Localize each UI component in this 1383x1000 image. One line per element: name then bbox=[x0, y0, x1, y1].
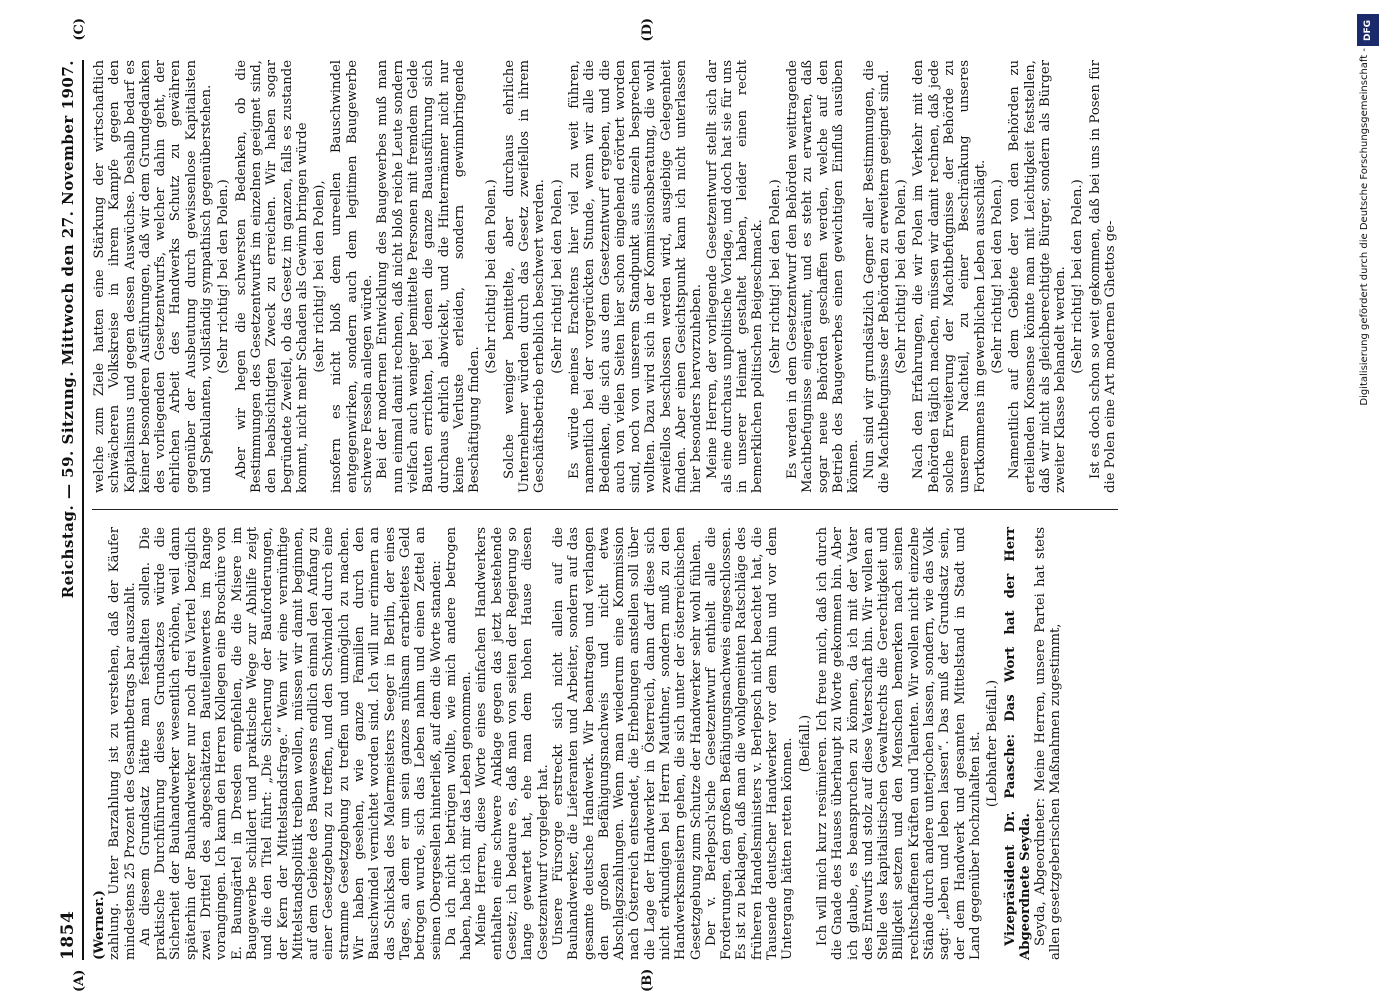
paragraph: Nach den Erfahrungen, die wir Polen im Verkehr mit den Behörden täglich machen, müssen wir damit rechnen, daß jede solche Erweiterung der Machtbefugnisse der Behörde zu unserem Nachteil, zu einer Beschränkung unseres Fortkommens im gewerblichen Leben ausschlägt. bbox=[911, 60, 988, 493]
paragraph: Ich will mich kurz resümieren. Ich freue mich, daß ich durch die Gnade des Hauses überhaupt zu Worte gekommen bin. Aber ich glaube, es beanspruchen zu können, da ich mit der Vater des Entwurfs und stolz auf diese Vaterschaft bin. Wir wollen an Stelle des kapitalistischen Gewaltrechts die Gerechtigkeit und Billigkeit setzen und den Menschen bemerken nach seinen rechtschaffenen Kräften und Talenten. Wir wollen nicht einzelne Stände durch andere unterjochen lassen, sondern, wie das Volk sagt: „leben und leben lassen“. Das muß der Grundsatz sein, der dem Handwerk und gesamten Mittelstand in Stadt und Land gegenüber hochzuhalten ist. bbox=[814, 527, 983, 960]
page-header bbox=[58, 60, 84, 960]
text-columns bbox=[92, 60, 1118, 960]
margin-mark-a: (A) bbox=[72, 969, 87, 992]
paragraph: Meine Herren, der vorliegende Gesetzentwurf stellt sich dar als eine durchaus unpolitische Vorlage, und doch hat sie für uns in unserer Heimat gestaltet haben, leider einen recht bemerklichen politischen Beigeschmack. bbox=[704, 60, 766, 493]
column-divider bbox=[92, 509, 1118, 510]
interjection: (Sehr richtig! bei den Polen.) bbox=[1070, 179, 1086, 374]
left-column bbox=[92, 527, 1118, 960]
paragraph: Es werden in dem Gesetzentwurf den Behörden weittragende Machtbefugnisse eingeräumt, und es steht zu erwarten, daß sogar neue Behörden geschaffen werden, welche auf den Betrieb des Baugewerbes einen gewichtigen Einfluß ausüben können. bbox=[785, 60, 862, 493]
paragraph: Ist es doch schon so weit gekommen, daß bei uns in Posen für die Polen eine Art modernen Ghettos ge- bbox=[1087, 60, 1118, 493]
paragraph: Meine Herren, diese Worte eines einfachen Handwerkers enthalten eine schwere Anklage gegen das jetzt bestehende Gesetz; ich bedaure es, daß man von seiten der Regierung so lange gewartet hat, ehe man dem hohen Hause diesen Gesetzentwurf vorgelegt hat. bbox=[474, 527, 551, 960]
interjection: (Sehr richtig! bei den Polen.) bbox=[216, 179, 232, 374]
dfg-logo: DFG bbox=[1357, 14, 1379, 46]
interjection: (Sehr richtig! bei den Polen.) bbox=[989, 179, 1005, 374]
interjection: (Sehr richtig! bei den Polen.) bbox=[484, 179, 500, 374]
speaker-paragraph: Seyda, Abgeordneter: Meine Herren, unsere Partei hat stets allen gesetzgeberischen Maßnahmen zugestimmt, bbox=[1033, 527, 1064, 960]
quotation: Da ich nicht betrügen wollte, wie mich andere betrogen haben, habe ich mir das Leben genommen. bbox=[443, 527, 475, 960]
paragraph: Nun sind wir grundsätzlich Gegner aller Bestimmungen, die die Machtbefugnisse der Behörden zu erweitern geeignet sind. bbox=[861, 60, 892, 493]
paragraph: Bei der modernen Entwicklung des Baugewerbes muß man nun einmal damit rechnen, daß nicht bloß reiche Leute sondern vielfach auch weniger bemittelte Personen mit fremdem Gelde Bauten errichten, bei denen die ganze Bauausführung sich durchaus ehrlich abwickelt, und die Hintermänner nicht nur keine Verluste erleiden, sondern gewinnbringende Beschäftigung finden. bbox=[375, 60, 483, 493]
paragraph: Aber wir hegen die schwersten Bedenken, ob die Bestimmungen des Gesetzentwurfs im einzelnen geeignet sind, den beabsichtigten Zweck zu erreichen. Wir haben sogar begründete Zweifel, ob das Gesetz im ganzen, falls es zustande kommt, nicht mehr Schaden als Gewinn bringen würde bbox=[233, 60, 310, 493]
running-title: Reichstag. — 59. Sitzung. Mittwoch den 27. November 1907. bbox=[59, 60, 77, 599]
paragraph: An diesem Grundsatz hätte man festhalten sollen. Die praktische Durchführung dieses Grundsatzes würde die Sicherheit der Bauhandwerker wesentlich erhöhen, weil dann späterhin der Bauhandwerker nur noch drei Viertel bezüglich zwei Drittel des abgeschätzten Bauteilenwertes im Range vorangingen. Ich kann den Herren Kollegen eine Broschüre von E. Baumgärtel in Dresden empfehlen, die die Misere im Baugewerbe schildert und praktische Wege zur Abhilfe zeigt und die den Titel führt: „Die Sicherung der Bauforderungen, der Kern der Mittelstandsfrage.“ Wenn wir eine vernünftige Mittelstandspolitik treiben wollen, müssen wir damit beginnen, auf dem Gebiete des Bauwesens endlich einmal den Anfang zu einer Gesetzgebung zu treffen, und den Schwindel durch eine stramme Gesetzgebung zu treffen und unmöglich zu machen. Wir haben gesehen, wie ganze Familien durch den Bauschwindel vernichtet worden sind. Ich will nur erinnern an das Schicksal des Malermeisters Seeger in Berlin, der eines Tages, an dem er um sein ganzes mühsam erarbeitetes Geld betrogen wurde, sich das Leben nahm und einen Zettel an seinen Obergesellen hinterließ, auf dem die Worte standen: bbox=[137, 527, 444, 960]
page-number: 1854 bbox=[58, 910, 78, 960]
credit-text: Digitalisierung gefördert durch die Deutsche Forschungsgemeinschaft - bbox=[1359, 48, 1370, 406]
paragraph: Der v. Berlepsch'sche Gesetzentwurf enthielt alle die Forderungen, den großen Befähigungsnachweis eingeschlossen. Es ist zu beklagen, daß man die wohlgemeinten Ratschläge des früheren Handelsministers v. Berlepsch nicht beachtet hat, die Tausende deutscher Handwerker vor dem Ruin und vor dem Untergang hätten retten können. bbox=[703, 527, 796, 960]
right-column bbox=[92, 60, 1118, 493]
chair-announcement: Vizepräsident Dr. Paasche: Das Wort hat der Herr Abgeordnete Seyda. bbox=[1002, 527, 1033, 960]
paragraph: zahlung. Unter Barzahlung ist zu verstehen, daß der Käufer mindestens 25 Prozent des Gesamtbetrags bar auszahlt. bbox=[107, 527, 138, 960]
interjection: (Sehr richtig! bei den Polen.) bbox=[894, 179, 910, 374]
interjection: (Lebhafter Beifall.) bbox=[985, 679, 1001, 808]
digitization-credit bbox=[1355, 8, 1381, 628]
paragraph: welche zum Ziele hatten eine Stärkung der wirtschaftlich schwächeren Volkskreise in ihrem Kampfe gegen den Kapitalismus und gegen dessen Auswüchse. Deshalb bedarf es keiner besonderen Ausführungen, daß wir dem Grundgedanken des vorliegenden Gesetzentwurfs, welcher dahin geht, der ehrlichen Arbeit des Handwerks Schutz zu gewähren gegenüber der Ausbeutung durch gewissenlose Kapitalisten und Spekulanten, vollständig sympathisch gegenüberstehen. bbox=[92, 60, 215, 493]
interjection: (sehr richtig! bei den Polen), bbox=[312, 180, 328, 373]
interjection: (Sehr richtig! bei den Polen.) bbox=[767, 179, 783, 374]
margin-mark-b: (B) bbox=[640, 968, 655, 992]
paragraph: Namentlich auf dem Gebiete der von den Behörden zu erteilenden Konsense könnte man mit Leichtigkeit feststellen, daß wir nicht als gleichberechtigte Bürger, sondern als Bürger zweiter Klasse behandelt werden. bbox=[1007, 60, 1069, 493]
interjection: (Beifall.) bbox=[797, 714, 813, 773]
paragraph: insofern es nicht bloß dem unreellen Bauschwindel entgegenwirken, sondern auch dem legitimen Baugewerbe schwere Fesseln anlegen würde. bbox=[329, 60, 376, 493]
margin-mark-d: (D) bbox=[640, 18, 655, 42]
interjection: (Sehr richtig! bei den Polen.) bbox=[549, 179, 565, 374]
speaker-continuation: (Werner.) bbox=[92, 890, 107, 960]
paragraph: Es würde meines Erachtens hier viel zu weit führen, namentlich bei der vorgerückten Stunde, wenn wir alle die Bedenken, die sich aus dem Gesetzentwurf ergeben, und die auch von vielen Seiten hier schon eingehend erörtert worden sind, noch von unserem Standpunkt aus einzeln besprechen wollten. Dazu wird sich in der Kommissionsberatung, die wohl zweifellos beschlossen werden wird, ausgiebige Gelegenheit finden. Aber einen Gesichtspunkt kann ich nicht unterlassen hier besonders hervorzuheben. bbox=[566, 60, 705, 493]
paragraph: Unsere Fürsorge erstreckt sich nicht allein auf die Bauhandwerker, die Lieferanten und Arbeiter, sondern auf das gesamte deutsche Handwerk. Wir beantragen und verlangen den großen Befähigungsnachweis und nicht etwa Abschlagszahlungen. Wenn man wiederum eine Kommission nach Österreich entsendet, die Erhebungen anstellen soll über die Lage der Handwerker in Österreich, dann darf diese sich nicht erkundigen bei Herrn Mauthner, sondern muß zu den Handwerksmeistern gehen, die sich unter der österreichischen Gesetzgebung zum Schutze der Handwerker sehr wohl fühlen. bbox=[550, 527, 704, 960]
paragraph: Solche weniger bemittelte, aber durchaus ehrliche Unternehmer würden durch das Gesetz zweifellos in ihrem Geschäftsbetrieb erheblich beschwert werden. bbox=[501, 60, 548, 493]
margin-mark-c: (C) bbox=[72, 18, 87, 41]
